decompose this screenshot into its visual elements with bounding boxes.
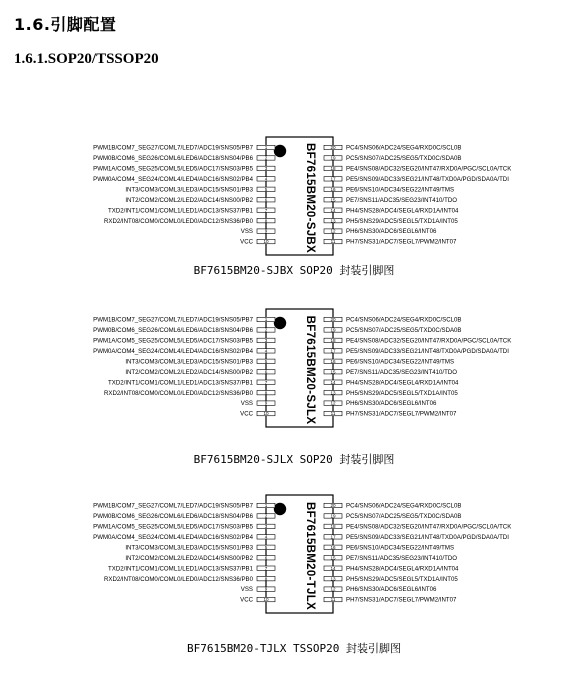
left-pin-label: VSS xyxy=(240,586,253,594)
left-pin-number: 4 xyxy=(264,534,268,540)
right-pin-number: 16 xyxy=(330,358,336,364)
pin1-marker-1 xyxy=(274,145,286,157)
right-pin-label: PE4/SNS08/ADC32/SEG20/INT47/RXD0A/PGC/SCL0A/TCK xyxy=(346,337,512,345)
chip-part-number-2: BF7615BM20-SJLX xyxy=(303,315,316,425)
right-pin-label: PE6/SNS10/ADC34/SEG22/INT49/TMS xyxy=(346,358,455,366)
right-pin-label: PE6/SNS10/ADC34/SEG22/INT49/TMS xyxy=(346,186,455,194)
right-pin-number: 13 xyxy=(330,576,336,582)
right-pin-label: PH5/SNS29/ADC5/SEGL5/TXD1A/INT05 xyxy=(346,217,458,225)
right-pin-number: 12 xyxy=(330,586,336,592)
right-pin-label: PE6/SNS10/ADC34/SEG22/INT49/TMS xyxy=(346,544,455,552)
left-pin-label: INT3/COM3/COML3/LED3/ADC15/SNS01/PB3 xyxy=(125,358,253,366)
right-pin-label: PC5/SNS07/ADC25/SEG5/TXD0C/SDA0B xyxy=(346,327,462,335)
right-pin-number: 17 xyxy=(330,348,336,354)
right-pin-number: 19 xyxy=(330,155,336,161)
right-pin-label: PH6/SNS30/ADC6/SEGL6/INT06 xyxy=(346,400,437,408)
left-pin-label: TXD2/INT1/COM1/COML1/LED1/ADC13/SNS37/PB1 xyxy=(108,207,253,215)
left-pin-number: 8 xyxy=(264,390,268,396)
left-pin-label: INT2/COM2/COML2/LED2/ADC14/SNS00/PB2 xyxy=(125,368,253,376)
right-pin-label: PE5/SNS09/ADC33/SEG21/INT48/TXD0A/PGD/SDA0A/TDI xyxy=(346,533,509,541)
diagram-caption-2: BF7615BM20-SJLX SOP20 封装引脚图 xyxy=(193,453,395,466)
right-pin-number: 19 xyxy=(330,513,336,519)
right-pin-label: PE5/SNS09/ADC33/SEG21/INT48/TXD0A/PGD/SDA0A/TDI xyxy=(346,347,509,355)
diagram-caption-1: BF7615BM20-SJBX SOP20 封装引脚图 xyxy=(193,264,395,277)
right-pin-number: 17 xyxy=(330,534,336,540)
right-pin-label: PH5/SNS29/ADC5/SEGL5/TXD1A/INT05 xyxy=(346,575,458,583)
right-pin-label: PH7/SNS31/ADC7/SEGL7/PWM2/INT07 xyxy=(346,238,457,246)
chip-part-number-1: BF7615BM20-SJBX xyxy=(303,143,316,253)
left-pin-label: PWM0A/COM4_SEG24/COML4/LED4/ADC16/SNS02/PB4 xyxy=(93,347,253,355)
right-pin-number: 12 xyxy=(330,228,336,234)
left-pin-number: 8 xyxy=(264,576,268,582)
left-pin-number: 10 xyxy=(263,239,269,245)
left-pin-number: 7 xyxy=(264,565,268,571)
right-pin-label: PE4/SNS08/ADC32/SEG20/INT47/RXD0A/PGC/SCL0A/TCK xyxy=(346,165,512,173)
left-pin-label: INT3/COM3/COML3/LED3/ADC15/SNS01/PB3 xyxy=(125,544,253,552)
right-pin-number: 14 xyxy=(330,379,336,385)
left-pin-number: 2 xyxy=(264,513,268,519)
left-pin-label: RXD2/INT08/COM0/COML0/LED0/ADC12/SNS36/PB0 xyxy=(103,575,253,583)
left-pin-label: RXD2/INT08/COM0/COML0/LED0/ADC12/SNS36/PB0 xyxy=(103,389,253,397)
left-pin-label: VCC xyxy=(240,596,253,604)
left-pin-number: 10 xyxy=(263,411,269,417)
left-pin-number: 6 xyxy=(264,369,268,375)
right-pin-label: PE7/SNS11/ADC35/SEG23/INT410/TDO xyxy=(346,196,457,204)
left-pin-number: 9 xyxy=(264,228,268,234)
right-pin-label: PE7/SNS11/ADC35/SEG23/INT410/TDO xyxy=(346,554,457,562)
left-pin-number: 7 xyxy=(264,207,268,213)
right-pin-label: PC4/SNS06/ADC24/SEG4/RXD0C/SCL0B xyxy=(346,502,462,510)
left-pin-number: 1 xyxy=(264,503,268,509)
right-pin-label: PC5/SNS07/ADC25/SEG5/TXD0C/SDA0B xyxy=(346,513,462,521)
right-pin-number: 19 xyxy=(330,327,336,333)
right-pin-number: 18 xyxy=(330,166,336,171)
left-pin-number: 4 xyxy=(264,176,268,182)
left-pin-number: 5 xyxy=(264,544,268,550)
left-pin-label: VSS xyxy=(240,228,253,236)
pin1-marker-3 xyxy=(274,503,286,515)
left-pin-number: 7 xyxy=(264,379,268,385)
right-pin-label: PH5/SNS29/ADC5/SEGL5/TXD1A/INT05 xyxy=(346,389,458,397)
left-pin-number: 10 xyxy=(263,597,269,603)
left-pin-label: PWM1B/COM7_SEG27/COML7/LED7/ADC19/SNS05/PB7 xyxy=(93,144,253,152)
left-pin-label: PWM1B/COM7_SEG27/COML7/LED7/ADC19/SNS05/PB7 xyxy=(93,316,253,324)
right-pin-number: 14 xyxy=(330,207,336,213)
right-pin-number: 11 xyxy=(330,411,336,417)
left-pin-number: 9 xyxy=(264,400,268,406)
right-pin-number: 20 xyxy=(330,503,336,509)
left-pin-label: PWM0B/COM6_SEG26/COML6/LED6/ADC18/SNS04/PB6 xyxy=(93,327,253,335)
chip-part-number-3: BF7615BM20-TJLX xyxy=(303,501,316,611)
left-pin-number: 1 xyxy=(264,317,268,323)
left-pin-label: PWM0B/COM6_SEG26/COML6/LED6/ADC18/SNS04/PB6 xyxy=(93,155,253,163)
right-pin-number: 15 xyxy=(330,555,336,561)
left-pin-number: 3 xyxy=(264,166,268,171)
left-pin-label: RXD2/INT08/COM0/COML0/LED0/ADC12/SNS36/PB0 xyxy=(103,217,253,225)
right-pin-label: PC4/SNS06/ADC24/SEG4/RXD0C/SCL0B xyxy=(346,144,462,152)
left-pin-label: VCC xyxy=(240,410,253,418)
right-pin-label: PC5/SNS07/ADC25/SEG5/TXD0C/SDA0B xyxy=(346,155,462,163)
pin1-marker-2 xyxy=(274,317,286,329)
right-pin-label: PH6/SNS30/ADC6/SEGL6/INT06 xyxy=(346,586,437,594)
left-pin-label: PWM1A/COM5_SEG25/COML5/LED5/ADC17/SNS03/PB5 xyxy=(93,165,253,173)
right-pin-number: 11 xyxy=(330,239,336,245)
right-pin-number: 12 xyxy=(330,400,336,406)
right-pin-label: PH7/SNS31/ADC7/SEGL7/PWM2/INT07 xyxy=(346,596,457,604)
right-pin-number: 16 xyxy=(330,544,336,550)
right-pin-number: 18 xyxy=(330,524,336,529)
right-pin-label: PH6/SNS30/ADC6/SEGL6/INT06 xyxy=(346,228,437,236)
right-pin-number: 18 xyxy=(330,338,336,343)
right-pin-number: 14 xyxy=(330,565,336,571)
right-pin-number: 20 xyxy=(330,317,336,323)
left-pin-label: PWM0A/COM4_SEG24/COML4/LED4/ADC16/SNS02/PB4 xyxy=(93,533,253,541)
right-pin-number: 13 xyxy=(330,218,336,224)
left-pin-label: INT3/COM3/COML3/LED3/ADC15/SNS01/PB3 xyxy=(125,186,253,194)
left-pin-label: PWM0B/COM6_SEG26/COML6/LED6/ADC18/SNS04/PB6 xyxy=(93,513,253,521)
right-pin-label: PC4/SNS06/ADC24/SEG4/RXD0C/SCL0B xyxy=(346,316,462,324)
right-pin-label: PH4/SNS28/ADC4/SEGL4/RXD1A/INT04 xyxy=(346,379,459,387)
left-pin-number: 1 xyxy=(264,145,268,151)
left-pin-label: INT2/COM2/COML2/LED2/ADC14/SNS00/PB2 xyxy=(125,196,253,204)
right-pin-label: PH4/SNS28/ADC4/SEGL4/RXD1A/INT04 xyxy=(346,207,459,215)
left-pin-label: INT2/COM2/COML2/LED2/ADC14/SNS00/PB2 xyxy=(125,554,253,562)
right-pin-label: PE7/SNS11/ADC35/SEG23/INT410/TDO xyxy=(346,368,457,376)
left-pin-label: PWM1A/COM5_SEG25/COML5/LED5/ADC17/SNS03/PB5 xyxy=(93,523,253,531)
right-pin-label: PE5/SNS09/ADC33/SEG21/INT48/TXD0A/PGD/SDA0A/TDI xyxy=(346,175,509,183)
left-pin-number: 5 xyxy=(264,358,268,364)
left-pin-label: PWM1A/COM5_SEG25/COML5/LED5/ADC17/SNS03/PB5 xyxy=(93,337,253,345)
section-heading: 1.6.引脚配置 xyxy=(14,15,117,34)
left-pin-number: 3 xyxy=(264,524,268,529)
right-pin-number: 16 xyxy=(330,186,336,192)
left-pin-label: VSS xyxy=(240,400,253,408)
left-pin-number: 8 xyxy=(264,218,268,224)
diagram-caption-3: BF7615BM20-TJLX TSSOP20 封装引脚图 xyxy=(187,642,401,655)
right-pin-number: 11 xyxy=(330,597,336,603)
left-pin-label: PWM1B/COM7_SEG27/COML7/LED7/ADC19/SNS05/PB7 xyxy=(93,502,253,510)
right-pin-number: 13 xyxy=(330,390,336,396)
subsection-heading: 1.6.1.SOP20/TSSOP20 xyxy=(14,51,159,67)
left-pin-label: VCC xyxy=(240,238,253,246)
left-pin-number: 2 xyxy=(264,155,268,161)
right-pin-number: 15 xyxy=(330,369,336,375)
left-pin-number: 2 xyxy=(264,327,268,333)
left-pin-label: PWM0A/COM4_SEG24/COML4/LED4/ADC16/SNS02/PB4 xyxy=(93,175,253,183)
right-pin-label: PH7/SNS31/ADC7/SEGL7/PWM2/INT07 xyxy=(346,410,457,418)
right-pin-number: 15 xyxy=(330,197,336,203)
left-pin-number: 5 xyxy=(264,186,268,192)
left-pin-number: 3 xyxy=(264,338,268,343)
left-pin-number: 4 xyxy=(264,348,268,354)
right-pin-number: 17 xyxy=(330,176,336,182)
left-pin-label: TXD2/INT1/COM1/COML1/LED1/ADC13/SNS37/PB1 xyxy=(108,565,253,573)
left-pin-label: TXD2/INT1/COM1/COML1/LED1/ADC13/SNS37/PB1 xyxy=(108,379,253,387)
right-pin-number: 20 xyxy=(330,145,336,151)
left-pin-number: 6 xyxy=(264,197,268,203)
left-pin-number: 9 xyxy=(264,586,268,592)
right-pin-label: PE4/SNS08/ADC32/SEG20/INT47/RXD0A/PGC/SCL0A/TCK xyxy=(346,523,512,531)
left-pin-number: 6 xyxy=(264,555,268,561)
right-pin-label: PH4/SNS28/ADC4/SEGL4/RXD1A/INT04 xyxy=(346,565,459,573)
